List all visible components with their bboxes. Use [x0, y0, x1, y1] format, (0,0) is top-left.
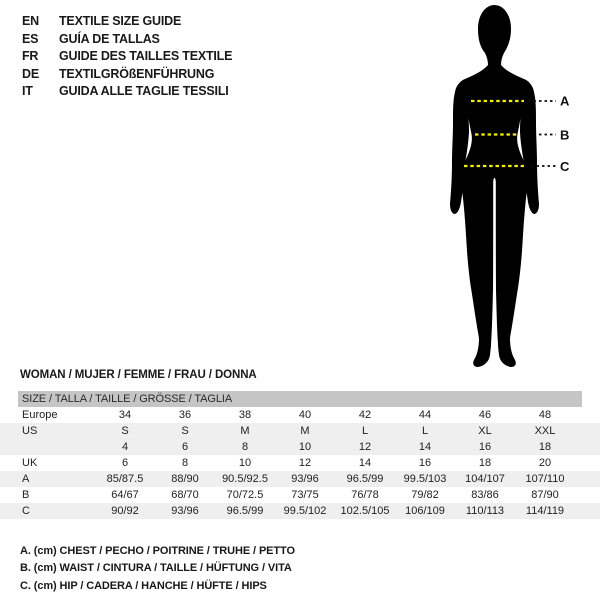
- table-row-uk: [0, 455, 600, 471]
- lang-row-en: [22, 13, 232, 31]
- size-cell: 14: [418, 441, 432, 453]
- table-row-hip-c: [0, 503, 600, 519]
- lang-code: IT: [22, 84, 33, 99]
- lang-title: GUÍA DE TALLAS: [59, 31, 160, 46]
- marker-label-a: A: [560, 93, 570, 109]
- row-label: B: [22, 489, 30, 501]
- size-cell: 8: [181, 457, 189, 469]
- size-cell: 79/82: [411, 489, 439, 501]
- size-cell: 88/90: [171, 473, 199, 485]
- size-cell: L: [421, 425, 429, 437]
- row-label: US: [22, 425, 38, 437]
- size-cell: 107/110: [525, 473, 565, 485]
- size-cell: 16: [418, 457, 432, 469]
- size-cell: 12: [298, 457, 312, 469]
- legend-hip: C. (cm) HIP / CADERA / HANCHE / HÜFTE / HIPS: [20, 579, 267, 592]
- lang-title: GUIDA ALLE TAGLIE TESSILI: [59, 84, 229, 99]
- size-cell: 90.5/92.5: [222, 473, 268, 485]
- size-cell: 44: [418, 409, 432, 421]
- size-cell: 85/87.5: [106, 473, 144, 485]
- row-label: C: [22, 505, 30, 517]
- size-cell: 12: [358, 441, 372, 453]
- lang-code: EN: [22, 14, 39, 28]
- lang-code: DE: [22, 66, 39, 81]
- size-cell: 18: [478, 457, 492, 469]
- marker-label-c: C: [560, 159, 570, 174]
- measurement-legend: [20, 543, 295, 595]
- size-cell: 106/109: [405, 505, 445, 517]
- size-cell: M: [300, 425, 310, 437]
- size-cell: 70/72.5: [226, 489, 264, 501]
- size-cell: 18: [538, 441, 552, 453]
- woman-silhouette: [458, 5, 531, 367]
- size-cell: 114/119: [525, 505, 565, 517]
- size-cell: 46: [478, 409, 492, 421]
- size-cell: M: [240, 425, 250, 437]
- table-row-europe: [0, 407, 600, 423]
- size-cell: S: [181, 425, 189, 437]
- size-cell: 38: [238, 409, 252, 421]
- size-cell: 83/86: [471, 489, 499, 501]
- size-table: [0, 391, 600, 519]
- size-cell: 4: [121, 441, 129, 453]
- row-label: A: [22, 473, 30, 485]
- size-cell: 110/113: [465, 505, 505, 517]
- lang-code: ES: [22, 31, 39, 46]
- size-cell: 20: [538, 457, 552, 469]
- size-cell: 99.5/103: [403, 473, 447, 485]
- lang-row-de: [22, 66, 232, 84]
- row-label: Europe: [22, 409, 58, 421]
- size-cell: 90/92: [111, 505, 139, 517]
- legend-chest: A. (cm) CHEST / PECHO / POITRINE / TRUHE / PETTO: [20, 545, 295, 557]
- size-cell: 40: [298, 409, 312, 421]
- lang-row-fr: [22, 48, 232, 66]
- size-cell: 10: [238, 457, 252, 469]
- table-row-waist-b: [0, 487, 600, 503]
- size-cell: 10: [298, 441, 312, 453]
- size-cell: S: [121, 425, 129, 437]
- section-title-woman: WOMAN / MUJER / FEMME / FRAU / DONNA: [20, 369, 257, 381]
- size-cell: 93/96: [291, 473, 319, 485]
- size-cell: 87/90: [531, 489, 559, 501]
- table-row-us-letters: [0, 423, 600, 439]
- size-table-header-row: [0, 391, 600, 407]
- size-cell: 6: [121, 457, 129, 469]
- size-cell: 76/78: [351, 489, 379, 501]
- size-cell: 36: [178, 409, 192, 421]
- size-cell: 99.5/102: [283, 505, 327, 517]
- lang-title: TEXTILGRÖßENFÜHRUNG: [59, 66, 215, 81]
- size-cell: 42: [358, 409, 372, 421]
- size-cell: 102.5/105: [340, 505, 390, 517]
- size-cell: 93/96: [171, 505, 199, 517]
- size-cell: 6: [181, 441, 189, 453]
- size-cell: 48: [538, 409, 552, 421]
- row-label: UK: [22, 457, 38, 469]
- size-cell: 8: [241, 441, 249, 453]
- size-cell: XL: [478, 425, 492, 437]
- language-list: [22, 13, 232, 101]
- lang-row-es: [22, 31, 232, 49]
- size-table-header: SIZE / TALLA / TAILLE / GRÖSSE / TAGLIA: [18, 391, 582, 407]
- size-cell: 104/107: [465, 473, 505, 485]
- lang-title: TEXTILE SIZE GUIDE: [59, 14, 182, 28]
- lang-title: GUIDE DES TAILLES TEXTILE: [59, 49, 233, 64]
- legend-waist: B. (cm) WAIST / CINTURA / TAILLE / HÜFTUNG / VITA: [20, 562, 292, 575]
- lang-code: FR: [22, 49, 39, 64]
- lang-row-it: [22, 83, 232, 101]
- size-cell: XXL: [534, 425, 556, 437]
- size-cell: 68/70: [171, 489, 199, 501]
- size-cell: 96.5/99: [346, 473, 384, 485]
- row-label: [0, 439, 95, 455]
- table-row-us-numbers: [0, 439, 600, 455]
- size-cell: 96.5/99: [226, 505, 264, 517]
- size-cell: 14: [358, 457, 372, 469]
- marker-label-b: B: [560, 127, 570, 143]
- size-cell: L: [361, 425, 369, 437]
- woman-silhouette-figure: [420, 0, 580, 372]
- size-cell: 73/75: [291, 489, 319, 501]
- size-cell: 64/67: [111, 489, 139, 501]
- size-cell: 16: [478, 441, 492, 453]
- size-cell: 34: [118, 409, 132, 421]
- table-row-chest-a: [0, 471, 600, 487]
